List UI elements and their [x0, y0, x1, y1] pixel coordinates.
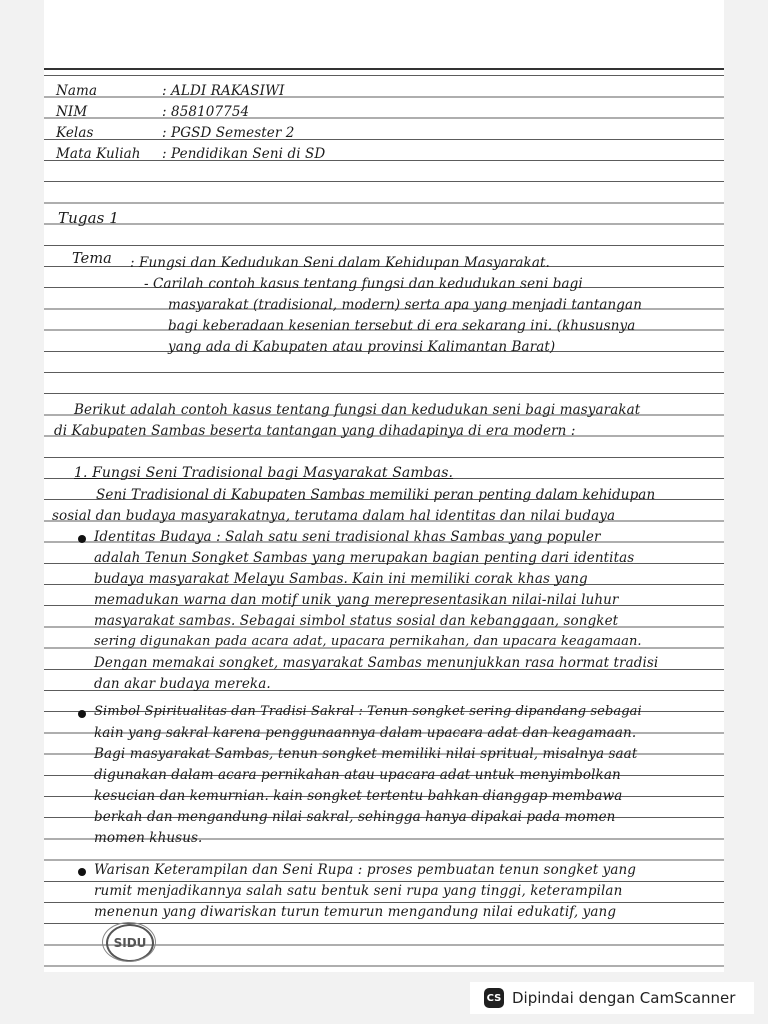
- tema-line: masyarakat (tradisional, modern) serta apa yang menjadi tantangan: [168, 297, 642, 313]
- bullet1-line: dan akar budaya mereka.: [94, 676, 271, 692]
- bullet1-line: Dengan memakai songket, masyarakat Sambas menunjukkan rasa hormat tradisi: [94, 655, 659, 671]
- tugas-heading: Tugas 1: [58, 209, 119, 227]
- bullet2-line: Simbol Spiritualitas dan Tradisi Sakral : Tenun songket sering dipandang sebagai: [94, 704, 642, 719]
- bullet3-line: Warisan Keterampilan dan Seni Rupa : proses pembuatan tenun songket yang: [94, 862, 637, 878]
- tema-line: yang ada di Kabupaten atau provinsi Kalimantan Barat): [168, 339, 556, 355]
- tema-line: bagi keberadaan kesenian tersebut di era sekarang ini. (khususnya: [168, 318, 636, 334]
- tema-label: Tema: [72, 251, 112, 267]
- bullet1-line: adalah Tenun Songket Sambas yang merupakan bagian penting dari identitas: [94, 550, 635, 566]
- bullet1-line: Identitas Budaya : Salah satu seni tradisional khas Sambas yang populer: [94, 529, 601, 545]
- bullet1-line: sering digunakan pada acara adat, upacara pernikahan, dan upacara keagamaan.: [94, 634, 642, 649]
- top-rule: [44, 68, 724, 70]
- nim-value: : 858107754: [162, 104, 250, 120]
- intro-line: di Kabupaten Sambas beserta tantangan yang dihadapinya di era modern :: [54, 423, 576, 439]
- nama-label: Nama: [56, 83, 98, 99]
- bullet2-line: digunakan dalam acara pernikahan atau upacara adat untuk menyimbolkan: [94, 767, 621, 783]
- sidu-stamp: SIDU: [106, 924, 154, 962]
- bullet2-line: Bagi masyarakat Sambas, tenun songket memiliki nilai spritual, misalnya saat: [94, 746, 638, 762]
- section1-line: Seni Tradisional di Kabupaten Sambas memiliki peran penting dalam kehidupan: [96, 487, 656, 503]
- section1-line: sosial dan budaya masyarakatnya, terutama dalam hal identitas dan nilai budaya: [52, 508, 616, 524]
- bullet2-line: kain yang sakral karena penggunaannya dalam upacara adat dan keagamaan.: [94, 725, 637, 741]
- tema-line: - Carilah contoh kasus tentang fungsi dan kedudukan seni bagi: [144, 276, 583, 292]
- bullet3-line: menenun yang diwariskan turun temurun mengandung nilai edukatif, yang: [94, 904, 617, 920]
- tema-text: : Fungsi dan Kedudukan Seni dalam Kehidupan Masyarakat.: [130, 255, 550, 271]
- bullet1-line: masyarakat sambas. Sebagai simbol status sosial dan kebanggaan, songket: [94, 613, 619, 629]
- kelas-label: Kelas: [56, 125, 94, 141]
- bullet-icon: [78, 710, 86, 718]
- bullet-icon: [78, 868, 86, 876]
- bullet2-line: kesucian dan kemurnian. kain songket tertentu bahkan dianggap membawa: [94, 788, 623, 804]
- camscanner-text: Dipindai dengan CamScanner: [512, 989, 736, 1007]
- camscanner-logo-icon: CS: [484, 988, 504, 1008]
- intro-line: Berikut adalah contoh kasus tentang fungsi dan kedudukan seni bagi masyarakat: [74, 402, 641, 418]
- bullet-icon: [78, 535, 86, 543]
- matkul-value: : Pendidikan Seni di SD: [162, 146, 326, 162]
- bullet2-line: momen khusus.: [94, 830, 203, 846]
- bullet2-line: berkah dan mengandung nilai sakral, sehingga hanya dipakai pada momen: [94, 809, 616, 825]
- nama-value: : ALDI RAKASIWI: [162, 83, 285, 99]
- kelas-value: : PGSD Semester 2: [162, 125, 295, 141]
- matkul-label: Mata Kuliah: [56, 146, 141, 162]
- section1-title: 1. Fungsi Seni Tradisional bagi Masyarakat Sambas.: [74, 465, 454, 481]
- bullet3-line: rumit menjadikannya salah satu bentuk seni rupa yang tinggi, keterampilan: [94, 883, 623, 899]
- nim-label: NIM: [56, 104, 88, 120]
- notebook-page: [44, 0, 724, 972]
- camscanner-watermark: [470, 982, 754, 1014]
- bullet1-line: memadukan warna dan motif unik yang merepresentasikan nilai-nilai luhur: [94, 592, 619, 608]
- bullet1-line: budaya masyarakat Melayu Sambas. Kain ini memiliki corak khas yang: [94, 571, 588, 587]
